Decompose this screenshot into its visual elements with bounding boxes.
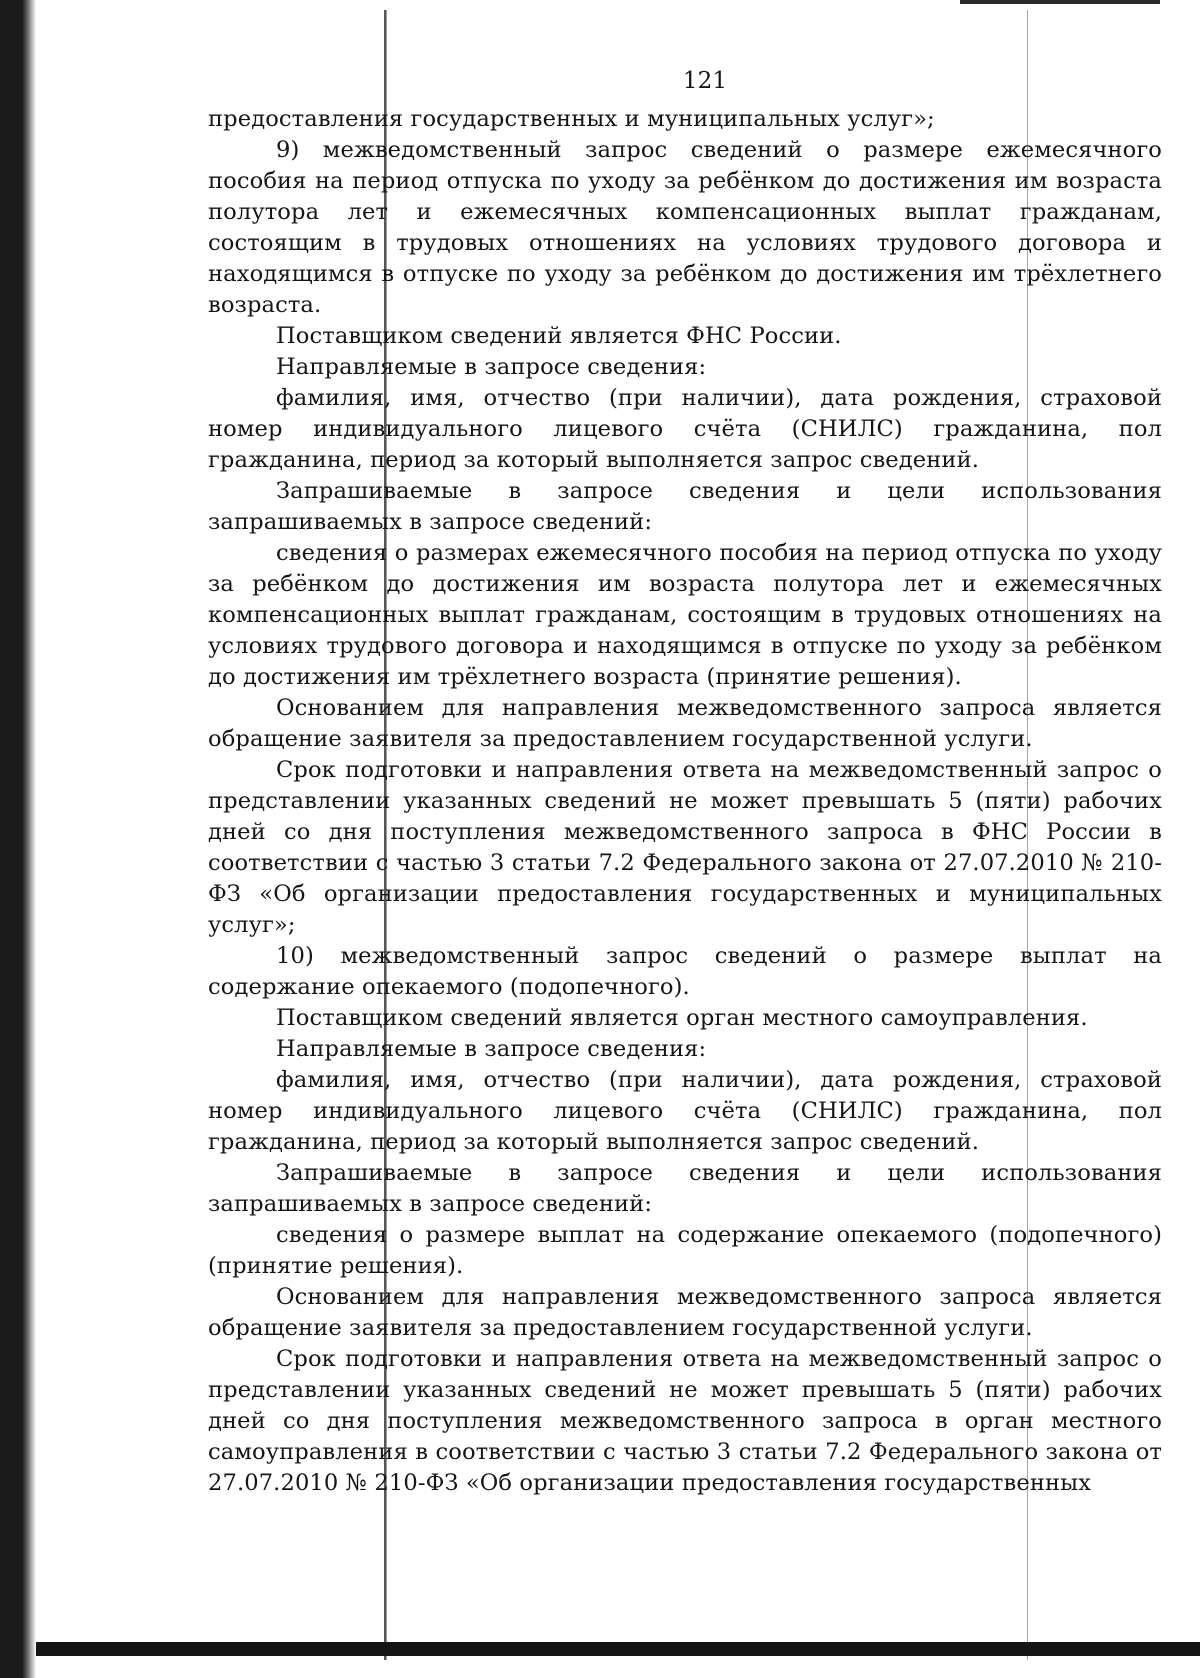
document-page xyxy=(208,66,1162,1499)
paragraph: фамилия, имя, отчество (при наличии), дата рождения, страховой номер индивидуального лицевого счёта (СНИЛС) гражданина, пол гражданина, период за который выполняется запрос сведений. xyxy=(208,1067,1162,1155)
paragraph: Основанием для направления межведомственного запроса является обращение заявителя за предоставлением государственной услуги. xyxy=(208,695,1162,752)
paragraph: Направляемые в запросе сведения: xyxy=(276,1036,707,1062)
paragraph: Запрашиваемые в запросе сведения и цели использования запрашиваемых в запросе сведений: xyxy=(208,1160,1162,1217)
paragraph: Запрашиваемые в запросе сведения и цели использования запрашиваемых в запросе сведений: xyxy=(208,478,1162,535)
scan-bottom-bar xyxy=(36,1642,1200,1656)
paragraph: Основанием для направления межведомственного запроса является обращение заявителя за предоставлением государственной услуги. xyxy=(208,1284,1162,1341)
scan-left-edge xyxy=(0,0,36,1678)
paragraph: 10) межведомственный запрос сведений о размере выплат на содержание опекаемого (подопечного). xyxy=(208,943,1162,1000)
paragraph: Срок подготовки и направления ответа на межведомственный запрос о представлении указанных сведений не может превышать 5 (пяти) рабочих дней со дня поступления межведомственного запроса в орган местного самоуправления в соответствии с частью 3 статьи 7.2 Федерального закона от 27.07.2010 № 210-ФЗ «Об организации предоставления государственных xyxy=(208,1346,1162,1496)
paragraph: фамилия, имя, отчество (при наличии), дата рождения, страховой номер индивидуального лицевого счёта (СНИЛС) гражданина, пол гражданина, период за который выполняется запрос сведений. xyxy=(208,385,1162,473)
paragraph: Направляемые в запросе сведения: xyxy=(276,354,707,380)
paragraph: сведения о размерах ежемесячного пособия на период отпуска по уходу за ребёнком до достижения им возраста полутора лет и ежемесячных компенсационных выплат гражданам, состоящим в трудовых отношениях на условиях трудового договора и находящимся в отпуске по уходу за ребёнком до достижения им трёхлетнего возраста (принятие решения). xyxy=(208,540,1162,690)
page-number: 121 xyxy=(682,68,728,94)
scan-top-line xyxy=(960,0,1160,4)
paragraph: Поставщиком сведений является орган местного самоуправления. xyxy=(276,1005,1088,1031)
paragraph: Срок подготовки и направления ответа на межведомственный запрос о представлении указанных сведений не может превышать 5 (пяти) рабочих дней со дня поступления межведомственного запроса в ФНС России в соответствии с частью 3 статьи 7.2 Федерального закона от 27.07.2010 № 210-ФЗ «Об организации предоставления государственных и муниципальных услуг»; xyxy=(208,757,1162,938)
paragraph: сведения о размере выплат на содержание опекаемого (подопечного) (принятие решения). xyxy=(208,1222,1162,1279)
paragraph: 9) межведомственный запрос сведений о размере ежемесячного пособия на период отпуска по уходу за ребёнком до достижения им возраста полутора лет и ежемесячных компенсационных выплат гражданам, состоящим в трудовых отношениях на условиях трудового договора и находящимся в отпуске по уходу за ребёнком до достижения им трёхлетнего возраста. xyxy=(208,137,1162,318)
paragraph: Поставщиком сведений является ФНС России. xyxy=(276,323,842,349)
paragraph: предоставления государственных и муниципальных услуг»; xyxy=(208,106,935,132)
